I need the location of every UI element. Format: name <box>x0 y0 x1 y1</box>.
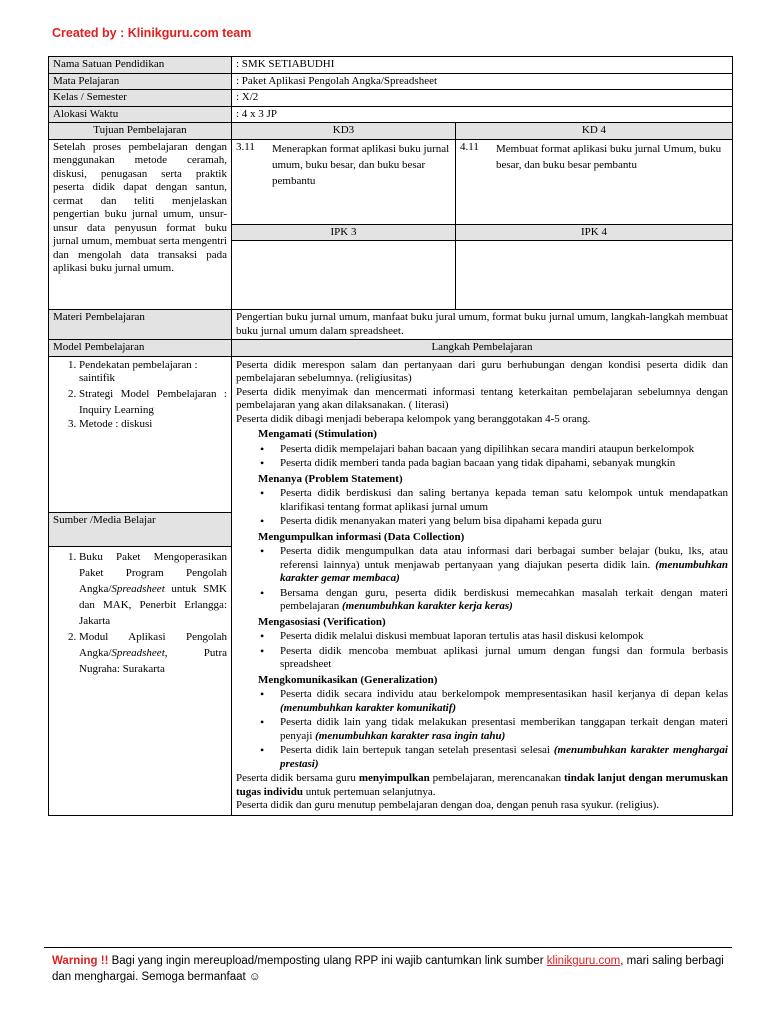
stage-stimulation-title: Mengamati (Stimulation) <box>258 428 377 440</box>
model-header-row <box>49 340 733 357</box>
kd4-label: KD 4 <box>456 123 733 140</box>
step-text: Peserta didik lain yang tidak melakukan presentasi memberikan tanggapan terkait dengan materi penyaji <box>280 716 728 742</box>
header-row-time <box>49 106 733 123</box>
tujuan-text: Setelah proses pembelajaran dengan menggunakan metode ceramah, diskusi, penugasan serta praktik peserta didik dapat dengan santun, cermat dan teliti menjelaskan pengertian buku jurnal umum, unsur-unsur data penyusun format buku jurnal umum, membuat serta mengentri dan mengolah data transaksi pada aplikasi buku jurnal umum. <box>49 139 232 310</box>
warning-text: Bagi yang ingin mereupload/memposting ulang RPP ini wajib cantumkan link sumber <box>108 955 547 967</box>
header-label: Mata Pelajaran <box>49 73 232 90</box>
sumber-cell <box>49 546 232 815</box>
header-value: : Paket Aplikasi Pengolah Angka/Spreadsheet <box>232 73 733 90</box>
ipk3-cell <box>232 241 456 310</box>
character-note: (menumbuhkan karakter kerja keras) <box>342 600 513 612</box>
separator-line <box>44 947 732 948</box>
stage-data-collection-title: Mengumpulkan informasi (Data Collection) <box>258 530 465 543</box>
warning-label: Warning !! <box>52 955 109 967</box>
tujuan-label: Tujuan Pembelajaran <box>49 123 232 140</box>
materi-text: Pengertian buku jurnal umum, manfaat buku jural umum, format buku jurnal umum, langkah-langkah membuat buku jurnal umum dalam spreadsheet. <box>232 310 733 340</box>
list-item <box>280 587 728 614</box>
closing-prayer: Peserta didik dan guru menutup pembelajaran dengan doa, dengan penuh rasa syukur. (religius). <box>236 799 660 811</box>
ipk4-label: IPK 4 <box>456 224 733 241</box>
header-value: : 4 x 3 JP <box>232 106 733 123</box>
character-note: (menumbuhkan karakter gemar membaca) <box>280 558 728 584</box>
sumber-list <box>53 549 227 677</box>
character-note: (menumbuhkan karakter menghargai prestasi) <box>280 744 728 770</box>
header-row-subject <box>49 73 733 90</box>
materi-row <box>49 310 733 340</box>
header-value: : X/2 <box>232 90 733 107</box>
header-row-class <box>49 90 733 107</box>
source-italic: Spreadsheet <box>111 646 165 659</box>
list-item: 2. Strategi Model Pembelajaran : Inquiry Learning <box>79 386 227 418</box>
creator-banner: Created by : Klinikguru.com team <box>52 26 252 40</box>
model-label: Model Pembelajaran <box>49 340 232 357</box>
closing-bold: tindak lanjut dengan merumuskan tugas individu <box>236 772 728 798</box>
source-text: untuk SMK dan MAK, Penerbit Erlangga: Jakarta <box>79 582 227 627</box>
list-item <box>280 688 728 715</box>
closing-text: Peserta didik bersama guru <box>236 772 359 784</box>
closing-summary <box>236 772 728 799</box>
tujuan-header-row <box>49 123 733 140</box>
intro-1: Peserta didik merespon salam dan pertanyaan dari guru berhubungan dengan kondisi peserta didik dan pembelajaran sebelumnya. (religiusitas) <box>236 358 728 384</box>
step-text: Peserta didik mengumpulkan data atau informasi dari berbagai sumber belajar (buku, lks, atau referensi lainnya) untuk menjawab pertanyaan yang diajukan peserta didik lain. <box>280 545 728 571</box>
header-label: Alokasi Waktu <box>49 106 232 123</box>
closing-text: pembelajaran, merencanakan <box>429 772 564 784</box>
step-text: Peserta didik secara individu atau berkelompok mempresentasikan hasil kerjanya di depan kelas <box>280 688 728 700</box>
list-item <box>280 545 728 586</box>
warning-note <box>52 953 732 985</box>
kd4-cell <box>456 139 733 224</box>
source-link[interactable]: klinikguru.com <box>546 955 621 967</box>
tujuan-kd-row <box>49 139 733 224</box>
kd4-number: 4.11 <box>460 140 479 153</box>
closing-text: untuk pertemuan selanjutnya. <box>302 785 436 798</box>
rpp-table <box>48 56 733 816</box>
list-item <box>280 744 728 771</box>
kd3-number: 3.11 <box>236 140 255 153</box>
intro-2: Peserta didik menyimak dan mencermati informasi tentang keterkaitan pembelajaran sebelumnya dengan pembelajaran yang akan dilaksanakan. ( literasi) <box>236 385 728 411</box>
list-item: • Peserta didik melalui diskusi membuat laporan tertulis atas hasil diskusi kelompok <box>280 630 728 644</box>
intro-3: Peserta didik dibagi menjadi beberapa kelompok yang beranggotakan 4-5 orang. <box>236 412 591 425</box>
kd3-cell <box>232 139 456 224</box>
stage-problem-title: Menanya (Problem Statement) <box>258 472 403 485</box>
langkah-cell <box>232 356 733 815</box>
list-item: • Peserta didik berdiskusi dan saling bertanya kepada teman satu kelompok untuk mendapatkan klarifikasi tentang format aplikasi jurnal umum <box>280 487 728 514</box>
header-label: Kelas / Semester <box>49 90 232 107</box>
closing-bold: menyimpulkan <box>358 772 430 784</box>
list-item: 3. Metode : diskusi <box>79 418 227 432</box>
model-list <box>53 359 227 432</box>
list-item <box>79 549 227 629</box>
source-italic: Spreadsheet <box>111 582 165 595</box>
source-text: Modul Aplikasi Pengolah Angka/ <box>79 630 227 659</box>
sumber-label: Sumber /Media Belajar <box>49 513 232 546</box>
stage-generalization-title: Mengkomunikasikan (Generalization) <box>258 673 438 686</box>
character-note: (menumbuhkan karakter komunikatif) <box>280 701 457 714</box>
header-value: : SMK SETIABUDHI <box>232 57 733 74</box>
stage-problem-list <box>236 487 728 529</box>
stage-data-collection-list <box>236 545 728 614</box>
kd3-text: Menerapkan format aplikasi buku jurnal umum, buku besar, dan buku besar pembantu <box>272 142 450 187</box>
ipk4-cell <box>456 241 733 310</box>
source-text: , Putra Nugraha: Surakarta <box>79 646 227 675</box>
list-item: • Peserta didik menanyakan materi yang belum bisa dipahami kepada guru <box>280 515 728 529</box>
ipk3-label: IPK 3 <box>232 224 456 241</box>
step-text: Bersama dengan guru, peserta didik berdiskusi memecahkan masalah terkait dengan materi pembelajaran <box>280 586 728 612</box>
character-note: (menumbuhkan karakter rasa ingin tahu) <box>315 729 506 742</box>
stage-generalization-list <box>236 688 728 771</box>
stage-stimulation-list <box>236 443 728 471</box>
list-item: • Peserta didik mempelajari bahan bacaan yang dipilihkan secara mandiri ataupun berkelompok <box>280 443 728 457</box>
list-item <box>79 629 227 677</box>
stage-verification-title: Mengasosiasi (Verification) <box>258 615 386 628</box>
kd4-text: Membuat format aplikasi buku jurnal Umum, buku besar, dan buku besar pembantu <box>496 142 722 171</box>
header-row-school <box>49 57 733 74</box>
list-item: • Peserta didik mencoba membuat aplikasi jurnal umum dengan fungsi dan formula berbasis spreadsheet <box>280 645 728 672</box>
list-item: • Peserta didik memberi tanda pada bagian bacaan yang tidak dipahami, sebanyak mungkin <box>280 457 728 471</box>
step-text: Peserta didik lain bertepuk tangan setelah presentasi selesai <box>280 744 550 756</box>
list-item: 1. Pendekatan pembelajaran : saintifik <box>79 359 227 386</box>
model-cell <box>49 356 232 513</box>
stage-verification-list <box>236 630 728 672</box>
header-label: Nama Satuan Pendidikan <box>49 57 232 74</box>
source-text: Buku Paket Mengoperasikan Paket Program Pengolah Angka/ <box>79 550 227 595</box>
warning-text: , mari saling berbagi dan menghargai. Semoga bermanfaat ☺ <box>52 955 724 983</box>
model-body-row <box>49 356 733 513</box>
langkah-label: Langkah Pembelajaran <box>232 340 733 357</box>
materi-label: Materi Pembelajaran <box>49 310 232 340</box>
list-item <box>280 716 728 743</box>
kd3-label: KD3 <box>232 123 456 140</box>
